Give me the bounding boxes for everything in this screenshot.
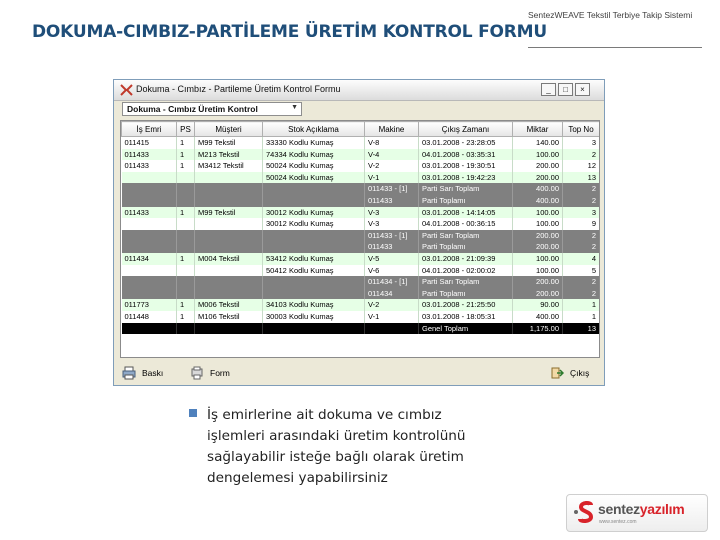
bullet-marker	[189, 409, 197, 417]
table-cell: V-2	[365, 160, 419, 172]
table-cell	[263, 276, 365, 288]
table-cell: 011448	[122, 311, 177, 323]
grid-subtotal-row[interactable]	[122, 230, 600, 242]
app-icon	[120, 83, 133, 96]
table-cell: 4	[563, 253, 600, 265]
header-divider	[528, 47, 702, 48]
column-header-cikis-zamani[interactable]: Çıkış Zamanı	[419, 122, 513, 137]
table-cell: M99 Tekstil	[195, 137, 263, 149]
maximize-button[interactable]: □	[558, 83, 573, 96]
bottom-toolbar	[114, 361, 604, 385]
exit-button[interactable]	[550, 366, 600, 380]
table-cell: M004 Tekstil	[195, 253, 263, 265]
close-button[interactable]: ×	[575, 83, 590, 96]
table-cell: 1	[177, 160, 195, 172]
column-header-musteri[interactable]: Müşteri	[195, 122, 263, 137]
table-cell: 200.00	[513, 160, 563, 172]
table-cell: 12	[563, 160, 600, 172]
column-header-stok-aciklama[interactable]: Stok Açıklama	[263, 122, 365, 137]
exit-icon	[550, 366, 564, 380]
table-cell: 1	[177, 299, 195, 311]
table-cell	[263, 195, 365, 207]
form-type-select-value: Dokuma - Cımbız Üretim Kontrol	[127, 104, 258, 114]
table-row[interactable]	[122, 149, 600, 161]
logo-s-icon	[573, 499, 595, 525]
table-cell: 200.00	[513, 288, 563, 300]
table-cell	[122, 241, 177, 253]
logo-url: www.sentez.com	[599, 519, 637, 525]
bullet-paragraph	[207, 405, 507, 489]
table-row[interactable]	[122, 172, 600, 184]
table-cell: Parti Toplamı	[419, 241, 513, 253]
table-cell: 34103 Kodlu Kumaş	[263, 299, 365, 311]
logo-wordmark: sentezyazılım	[598, 501, 685, 517]
table-cell: 53412 Kodlu Kumaş	[263, 253, 365, 265]
table-cell: 30003 Kodlu Kumaş	[263, 311, 365, 323]
table-cell: 50024 Kodlu Kumaş	[263, 160, 365, 172]
minimize-button[interactable]: _	[541, 83, 556, 96]
table-cell: 100.00	[513, 149, 563, 161]
table-cell	[122, 323, 177, 335]
table-cell	[177, 183, 195, 195]
table-cell: M99 Tekstil	[195, 207, 263, 219]
grid-subtotal-row[interactable]	[122, 288, 600, 300]
table-cell: 1	[177, 311, 195, 323]
form-button-label: Form	[210, 368, 230, 378]
table-cell	[177, 288, 195, 300]
table-cell: V-3	[365, 207, 419, 219]
table-cell: 200.00	[513, 276, 563, 288]
table-cell: 011434	[122, 253, 177, 265]
table-cell: Parti Sarı Toplam	[419, 183, 513, 195]
grid-subtotal-row[interactable]	[122, 183, 600, 195]
grid-total-row[interactable]	[122, 323, 600, 335]
table-cell	[263, 288, 365, 300]
table-cell: 1	[177, 207, 195, 219]
table-cell: 011433	[365, 241, 419, 253]
table-cell: 13	[563, 323, 600, 335]
table-cell: 90.00	[513, 299, 563, 311]
table-cell: M006 Tekstil	[195, 299, 263, 311]
table-cell: 03.01.2008 - 14:14:05	[419, 207, 513, 219]
table-cell: 30012 Kodlu Kumaş	[263, 218, 365, 230]
table-cell	[122, 288, 177, 300]
table-cell	[195, 172, 263, 184]
table-cell: Parti Toplamı	[419, 288, 513, 300]
table-cell	[177, 218, 195, 230]
bullet-line: İş emirlerine ait dokuma ve cımbız	[207, 407, 442, 423]
table-cell	[195, 323, 263, 335]
table-cell: 03.01.2008 - 19:30:51	[419, 160, 513, 172]
table-cell: 011434	[365, 288, 419, 300]
table-cell	[177, 241, 195, 253]
bullet-line: işlemleri arasındaki üretim kontrolünü	[207, 428, 466, 444]
table-cell: 2	[563, 288, 600, 300]
table-cell: 400.00	[513, 195, 563, 207]
table-row[interactable]	[122, 218, 600, 230]
table-cell: V-8	[365, 137, 419, 149]
bullet-line: dengelemesi yapabilirsiniz	[207, 470, 388, 486]
table-cell: V-5	[365, 253, 419, 265]
table-cell	[365, 323, 419, 335]
column-header-is-emri[interactable]: İş Emri	[122, 122, 177, 137]
table-cell: 200.00	[513, 230, 563, 242]
table-row[interactable]	[122, 253, 600, 265]
table-cell	[263, 323, 365, 335]
grid-header-row	[122, 122, 600, 137]
header-brand: SentezWEAVE Tekstil Terbiye Takip Sistemi	[528, 10, 693, 20]
production-grid[interactable]	[120, 120, 600, 358]
table-cell	[263, 183, 365, 195]
form-icon	[190, 366, 204, 380]
table-cell: 3	[563, 207, 600, 219]
table-cell	[122, 183, 177, 195]
table-cell	[263, 230, 365, 242]
table-cell	[122, 276, 177, 288]
table-cell: 2	[563, 149, 600, 161]
table-row[interactable]	[122, 265, 600, 277]
table-row[interactable]	[122, 207, 600, 219]
table-cell	[177, 276, 195, 288]
table-cell: 011415	[122, 137, 177, 149]
column-header-top-no[interactable]: Top No	[563, 122, 600, 137]
table-cell: 03.01.2008 - 21:09:39	[419, 253, 513, 265]
company-logo	[566, 494, 708, 532]
table-cell: 03.01.2008 - 21:25:50	[419, 299, 513, 311]
table-cell: Parti Sarı Toplam	[419, 230, 513, 242]
table-cell: 2	[563, 195, 600, 207]
grid-subtotal-row[interactable]	[122, 241, 600, 253]
table-cell: M3412 Tekstil	[195, 160, 263, 172]
table-cell: 011433	[122, 149, 177, 161]
table-cell	[122, 195, 177, 207]
table-cell: 100.00	[513, 265, 563, 277]
table-cell: V-1	[365, 311, 419, 323]
table-cell: 1	[563, 299, 600, 311]
table-cell: 9	[563, 218, 600, 230]
table-cell: 03.01.2008 - 19:42:23	[419, 172, 513, 184]
table-cell: 2	[563, 241, 600, 253]
table-cell	[177, 323, 195, 335]
table-cell: 3	[563, 137, 600, 149]
app-window	[113, 79, 605, 386]
grid-subtotal-row[interactable]	[122, 195, 600, 207]
table-cell	[122, 172, 177, 184]
table-cell	[177, 230, 195, 242]
table-cell	[122, 230, 177, 242]
bullet-line: sağlayabilir isteğe bağlı olarak üretim	[207, 449, 464, 465]
table-cell	[195, 241, 263, 253]
table-cell: 400.00	[513, 183, 563, 195]
form-button[interactable]	[190, 366, 240, 380]
table-cell: 30012 Kodlu Kumaş	[263, 207, 365, 219]
window-titlebar[interactable]	[114, 80, 604, 101]
table-cell	[122, 218, 177, 230]
window-title: Dokuma - Cımbız - Partileme Üretim Kontrol Formu	[136, 84, 341, 94]
table-cell	[195, 230, 263, 242]
table-cell: 140.00	[513, 137, 563, 149]
table-cell	[177, 195, 195, 207]
table-cell: 200.00	[513, 172, 563, 184]
table-cell	[195, 288, 263, 300]
table-cell: 5	[563, 265, 600, 277]
table-cell	[177, 172, 195, 184]
table-cell: 100.00	[513, 253, 563, 265]
column-header-miktar[interactable]: Miktar	[513, 122, 563, 137]
table-cell: 1	[177, 149, 195, 161]
print-button-label: Baskı	[142, 368, 164, 378]
table-cell: 04.01.2008 - 03:35:31	[419, 149, 513, 161]
table-cell: 011434 - [1]	[365, 276, 419, 288]
table-cell: 03.01.2008 - 23:28:05	[419, 137, 513, 149]
table-cell: 1	[177, 253, 195, 265]
table-row[interactable]	[122, 137, 600, 149]
table-cell: 011433	[365, 195, 419, 207]
table-cell: 011433	[122, 160, 177, 172]
table-cell: 50412 Kodlu Kumaş	[263, 265, 365, 277]
table-cell: V-3	[365, 218, 419, 230]
table-cell: V-2	[365, 299, 419, 311]
table-cell: 2	[563, 183, 600, 195]
table-cell	[177, 265, 195, 277]
exit-button-label: Çıkış	[570, 368, 590, 378]
table-cell: V-4	[365, 149, 419, 161]
table-cell: 2	[563, 230, 600, 242]
table-row[interactable]	[122, 311, 600, 323]
table-row[interactable]	[122, 299, 600, 311]
table-cell	[195, 265, 263, 277]
table-cell: 011773	[122, 299, 177, 311]
table-cell: 03.01.2008 - 18:05:31	[419, 311, 513, 323]
table-cell: 200.00	[513, 241, 563, 253]
table-cell: 13	[563, 172, 600, 184]
table-cell: 33330 Kodlu Kumaş	[263, 137, 365, 149]
table-cell	[195, 276, 263, 288]
table-cell: Genel Toplam	[419, 323, 513, 335]
table-cell: 011433	[122, 207, 177, 219]
chevron-down-icon: ▼	[291, 104, 298, 111]
table-cell: 011433 - [1]	[365, 183, 419, 195]
table-cell	[195, 218, 263, 230]
table-cell: 1	[563, 311, 600, 323]
column-header-ps[interactable]: PS	[177, 122, 195, 137]
table-cell: 100.00	[513, 218, 563, 230]
table-cell: 04.01.2008 - 02:00:02	[419, 265, 513, 277]
table-cell: 2	[563, 276, 600, 288]
print-button[interactable]	[122, 366, 172, 380]
printer-icon	[122, 366, 136, 380]
table-cell: 1	[177, 137, 195, 149]
table-cell: V-6	[365, 265, 419, 277]
form-type-select[interactable]	[122, 102, 302, 116]
table-cell	[263, 241, 365, 253]
column-header-makine[interactable]: Makine	[365, 122, 419, 137]
table-cell: 100.00	[513, 207, 563, 219]
table-cell: M106 Tekstil	[195, 311, 263, 323]
table-cell	[122, 265, 177, 277]
table-cell	[195, 195, 263, 207]
table-row[interactable]	[122, 160, 600, 172]
table-cell: 50024 Kodlu Kumaş	[263, 172, 365, 184]
table-cell: Parti Sarı Toplam	[419, 276, 513, 288]
table-cell: 04.01.2008 - 00:36:15	[419, 218, 513, 230]
grid-subtotal-row[interactable]	[122, 276, 600, 288]
table-cell: Parti Toplamı	[419, 195, 513, 207]
table-cell: V-1	[365, 172, 419, 184]
table-cell	[195, 183, 263, 195]
table-cell: M213 Tekstil	[195, 149, 263, 161]
page-title: DOKUMA-CIMBIZ-PARTİLEME ÜRETİM KONTROL FORMU	[32, 22, 547, 42]
table-cell: 011433 - [1]	[365, 230, 419, 242]
table-cell: 1,175.00	[513, 323, 563, 335]
table-cell: 400.00	[513, 311, 563, 323]
table-cell: 74334 Kodlu Kumaş	[263, 149, 365, 161]
